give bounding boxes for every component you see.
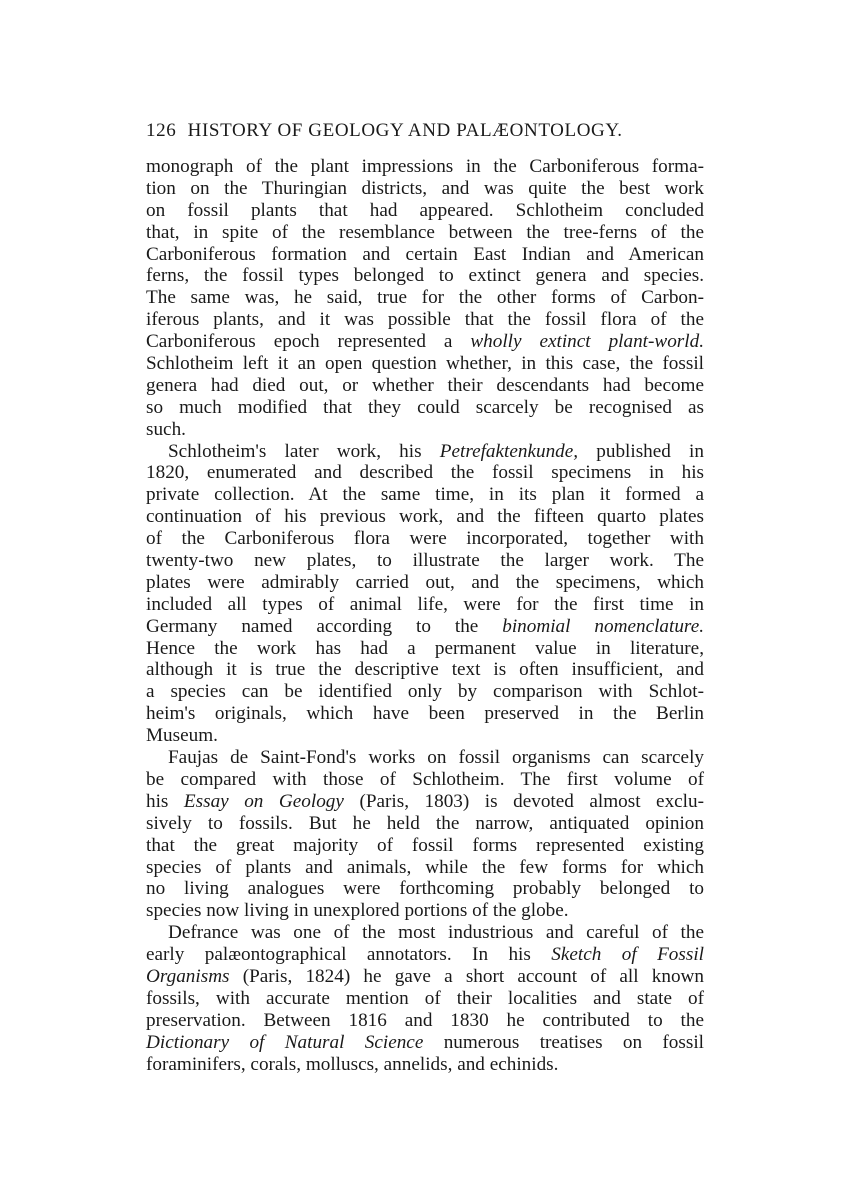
running-title: HISTORY OF GEOLOGY AND PALÆONTOLOGY. (187, 120, 623, 141)
text-line: monograph of the plant impressions in the Carboniferous forma- (146, 156, 704, 177)
text-line: fossils, with accurate mention of their localities and state of (146, 987, 704, 1009)
text-line: Organisms (Paris, 1824) he gave a short account of all known (146, 965, 704, 987)
text-line: plates were admirably carried out, and the specimens, which (146, 571, 704, 593)
text-line: that, in spite of the resemblance between the tree-ferns of the (146, 221, 704, 243)
text-line: no living analogues were forthcoming probably belonged to (146, 878, 704, 900)
italic-title: Dictionary of Natural Science (146, 1031, 424, 1053)
text-line: Museum. (146, 725, 218, 747)
text-line: iferous plants, and it was possible that the fossil flora of the (146, 309, 704, 331)
italic-title: Organisms (146, 965, 230, 987)
italic-title: Essay on Geology (183, 790, 344, 812)
italic-phrase: wholly extinct plant-world. (470, 331, 704, 353)
text-line: such. (146, 418, 186, 440)
running-head (146, 120, 706, 142)
italic-title: Sketch of Fossil (551, 944, 704, 966)
text-line: heim's originals, which have been preserved in the Berlin (146, 703, 704, 725)
italic-phrase: binomial nomenclature. (502, 615, 705, 637)
text-line: Hence the work has had a permanent value in literature, (146, 637, 704, 659)
text-line: his Essay on Geology (Paris, 1803) is devoted almost exclu- (146, 790, 704, 812)
page-number: 126 (146, 120, 177, 141)
text-line: species now living in unexplored portions of the globe. (146, 900, 569, 922)
text-line: early palæontographical annotators. In his Sketch of Fossil (146, 944, 704, 966)
text-line: a species can be identified only by comparison with Schlot- (146, 681, 704, 703)
text-line: genera had died out, or whether their descendants had become (146, 374, 704, 396)
text-line: 1820, enumerated and described the fossil specimens in his (146, 462, 704, 484)
text-line: Germany named according to the binomial nomenclature. (146, 615, 705, 637)
paragraph (146, 441, 704, 747)
text-line: species of plants and animals, while the few forms for which (146, 856, 704, 878)
text-line: Dictionary of Natural Science numerous treatises on fossil (146, 1031, 704, 1053)
paragraph (146, 156, 704, 441)
text-line: sively to fossils. But he held the narrow, antiquated opinion (146, 812, 704, 834)
italic-title: Petrefaktenkunde, (439, 440, 579, 462)
text-line: Schlotheim's later work, his Petrefaktenkunde, published in (168, 440, 704, 462)
paragraph (146, 922, 704, 1075)
text-line: included all types of animal life, were for the first time in (146, 593, 704, 615)
text-line: tion on the Thuringian districts, and was quite the best work (146, 177, 704, 199)
body-text (146, 156, 704, 1075)
text-line: foraminifers, corals, molluscs, annelids, and echinids. (146, 1053, 559, 1075)
text-line: that the great majority of fossil forms represented existing (146, 834, 704, 856)
text-line: The same was, he said, true for the other forms of Carbon- (146, 287, 704, 309)
text-line: twenty-two new plates, to illustrate the larger work. The (146, 550, 704, 572)
text-line: Schlotheim left it an open question whether, in this case, the fossil (146, 353, 704, 375)
text-line: be compared with those of Schlotheim. The first volume of (146, 768, 704, 790)
paragraph (146, 747, 704, 922)
text-line: on fossil plants that had appeared. Schlotheim concluded (146, 199, 704, 221)
text-line: private collection. At the same time, in its plan it formed a (146, 484, 704, 506)
text-line: Faujas de Saint-Fond's works on fossil organisms can scarcely (168, 747, 704, 769)
text-line: Carboniferous epoch represented a wholly extinct plant-world. (146, 331, 704, 353)
text-line: preservation. Between 1816 and 1830 he contributed to the (146, 1009, 704, 1031)
text-line: Defrance was one of the most industrious and careful of the (168, 922, 704, 944)
text-line: of the Carboniferous flora were incorporated, together with (146, 528, 704, 550)
text-line: so much modified that they could scarcely be recognised as (146, 396, 704, 418)
text-line: although it is true the descriptive text is often insufficient, and (146, 659, 704, 681)
text-line: ferns, the fossil types belonged to extinct genera and species. (146, 265, 704, 287)
text-line: Carboniferous formation and certain East Indian and American (146, 243, 704, 265)
text-line: continuation of his previous work, and the fifteen quarto plates (146, 506, 704, 528)
